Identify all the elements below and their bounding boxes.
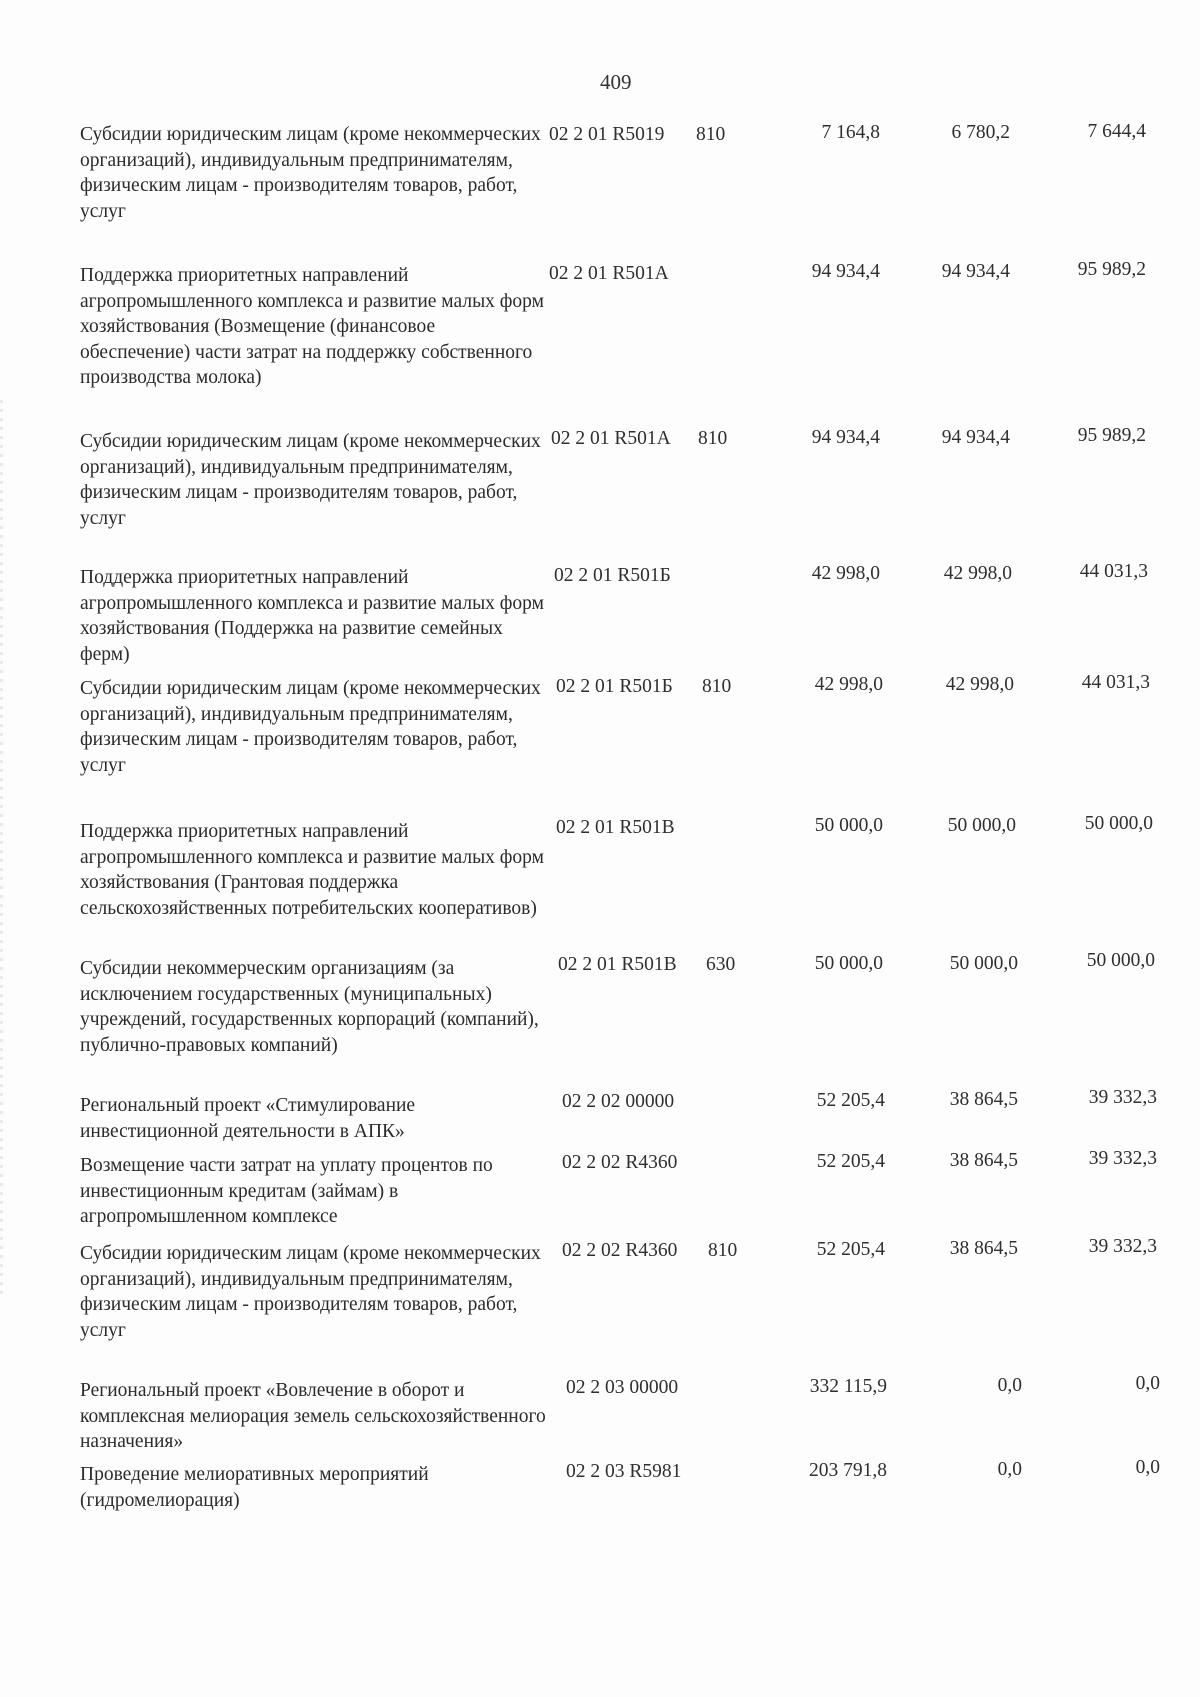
row-description: Региональный проект «Стимулирование инвестиционной деятельности в АПК» bbox=[80, 1095, 416, 1142]
row-kvr: 810 bbox=[702, 676, 732, 697]
row-description: Поддержка приоритетных направлений агропромышленного комплекса и развитие малых форм хозяйствования (Грантовая поддержка сельскохозяйственных потребительских кооперативов) bbox=[80, 821, 544, 919]
row-kvr: 810 bbox=[708, 1240, 738, 1261]
row-value-3: 44 031,3 bbox=[1081, 672, 1150, 693]
row-value-2: 38 864,5 bbox=[949, 1150, 1018, 1171]
row-description: Региональный проект «Вовлечение в оборот и комплексная мелиорация земель сельскохозяйственного назначения» bbox=[80, 1380, 546, 1452]
row-description: Поддержка приоритетных направлений агропромышленного комплекса и развитие малых форм хозяйствования (Возмещение (финансовое обеспечение) части затрат на поддержку собственного производства молока) bbox=[80, 265, 544, 388]
row-value-3: 39 332,3 bbox=[1088, 1236, 1157, 1257]
page-number: 409 bbox=[600, 70, 632, 94]
row-value-1: 7 164,8 bbox=[821, 122, 880, 143]
row-description: Субсидии юридическим лицам (кроме некоммерческих организаций), индивидуальным предпринимателям, физическим лицам - производителям товаров, работ, услуг bbox=[80, 1243, 541, 1341]
row-value-1: 94 934,4 bbox=[811, 261, 880, 282]
row-value-1: 50 000,0 bbox=[814, 953, 883, 974]
row-value-3: 95 989,2 bbox=[1077, 259, 1146, 280]
row-kvr: 810 bbox=[698, 428, 728, 449]
row-value-2: 94 934,4 bbox=[941, 261, 1010, 282]
row-value-2: 42 998,0 bbox=[943, 563, 1012, 584]
row-description: Субсидии некоммерческим организациям (за исключением государственных (муниципальных) учреждений, государственных корпораций (компаний), публично-правовых компаний) bbox=[80, 958, 539, 1056]
row-kvr: 630 bbox=[706, 954, 736, 975]
row-value-2: 6 780,2 bbox=[951, 122, 1010, 143]
row-kvr: 810 bbox=[696, 124, 726, 145]
row-code: 02 2 01 R501В bbox=[558, 954, 677, 975]
row-value-1: 52 205,4 bbox=[816, 1090, 885, 1111]
row-description: Поддержка приоритетных направлений агропромышленного комплекса и развитие малых форм хозяйствования (Поддержка на развитие семейных ферм) bbox=[80, 567, 544, 665]
row-value-3: 7 644,4 bbox=[1087, 121, 1146, 142]
row-description: Субсидии юридическим лицам (кроме некоммерческих организаций), индивидуальным предпринимателям, физическим лицам - производителям товаров, работ, услуг bbox=[80, 124, 541, 222]
row-code: 02 2 02 00000 bbox=[562, 1091, 675, 1112]
row-value-3: 39 332,3 bbox=[1088, 1148, 1157, 1169]
row-value-2: 38 864,5 bbox=[949, 1238, 1018, 1259]
row-code: 02 2 01 R501А bbox=[549, 263, 669, 284]
row-description: Субсидии юридическим лицам (кроме некоммерческих организаций), индивидуальным предпринимателям, физическим лицам - производителям товаров, работ, услуг bbox=[80, 431, 541, 529]
row-value-3: 95 989,2 bbox=[1077, 425, 1146, 446]
row-code: 02 2 01 R501Б bbox=[554, 565, 671, 586]
row-description: Возмещение части затрат на уплату процентов по инвестиционным кредитам (займам) в агропромышленном комплексе bbox=[80, 1155, 493, 1227]
row-value-1: 50 000,0 bbox=[814, 815, 883, 836]
row-value-2: 0,0 bbox=[997, 1459, 1022, 1480]
row-value-1: 52 205,4 bbox=[816, 1239, 885, 1260]
row-value-2: 50 000,0 bbox=[947, 815, 1016, 836]
row-value-1: 42 998,0 bbox=[814, 674, 883, 695]
row-code: 02 2 01 R501Б bbox=[556, 676, 673, 697]
row-code: 02 2 03 R5981 bbox=[566, 1461, 682, 1482]
row-value-3: 39 332,3 bbox=[1088, 1087, 1157, 1108]
row-value-3: 0,0 bbox=[1135, 1373, 1160, 1394]
row-value-3: 50 000,0 bbox=[1086, 950, 1155, 971]
row-value-2: 0,0 bbox=[997, 1375, 1022, 1396]
row-value-1: 52 205,4 bbox=[816, 1151, 885, 1172]
row-code: 02 2 01 R501В bbox=[556, 817, 675, 838]
row-code: 02 2 02 R4360 bbox=[562, 1152, 678, 1173]
row-value-2: 50 000,0 bbox=[949, 953, 1018, 974]
row-value-2: 38 864,5 bbox=[949, 1089, 1018, 1110]
row-value-2: 94 934,4 bbox=[941, 427, 1010, 448]
row-code: 02 2 01 R5019 bbox=[549, 124, 665, 145]
row-value-1: 332 115,9 bbox=[809, 1376, 887, 1397]
row-value-3: 44 031,3 bbox=[1079, 561, 1148, 582]
row-value-2: 42 998,0 bbox=[945, 674, 1014, 695]
row-code: 02 2 03 00000 bbox=[566, 1377, 679, 1398]
row-value-1: 94 934,4 bbox=[811, 427, 880, 448]
row-value-1: 42 998,0 bbox=[811, 563, 880, 584]
row-code: 02 2 02 R4360 bbox=[562, 1240, 678, 1261]
row-value-3: 0,0 bbox=[1135, 1457, 1160, 1478]
row-code: 02 2 01 R501А bbox=[551, 428, 671, 449]
row-value-3: 50 000,0 bbox=[1084, 813, 1153, 834]
scan-edge-artifact bbox=[0, 400, 3, 1300]
row-value-1: 203 791,8 bbox=[809, 1460, 887, 1481]
row-description: Проведение мелиоративных мероприятий (гидромелиорация) bbox=[80, 1464, 429, 1511]
row-description: Субсидии юридическим лицам (кроме некоммерческих организаций), индивидуальным предпринимателям, физическим лицам - производителям товаров, работ, услуг bbox=[80, 678, 541, 776]
